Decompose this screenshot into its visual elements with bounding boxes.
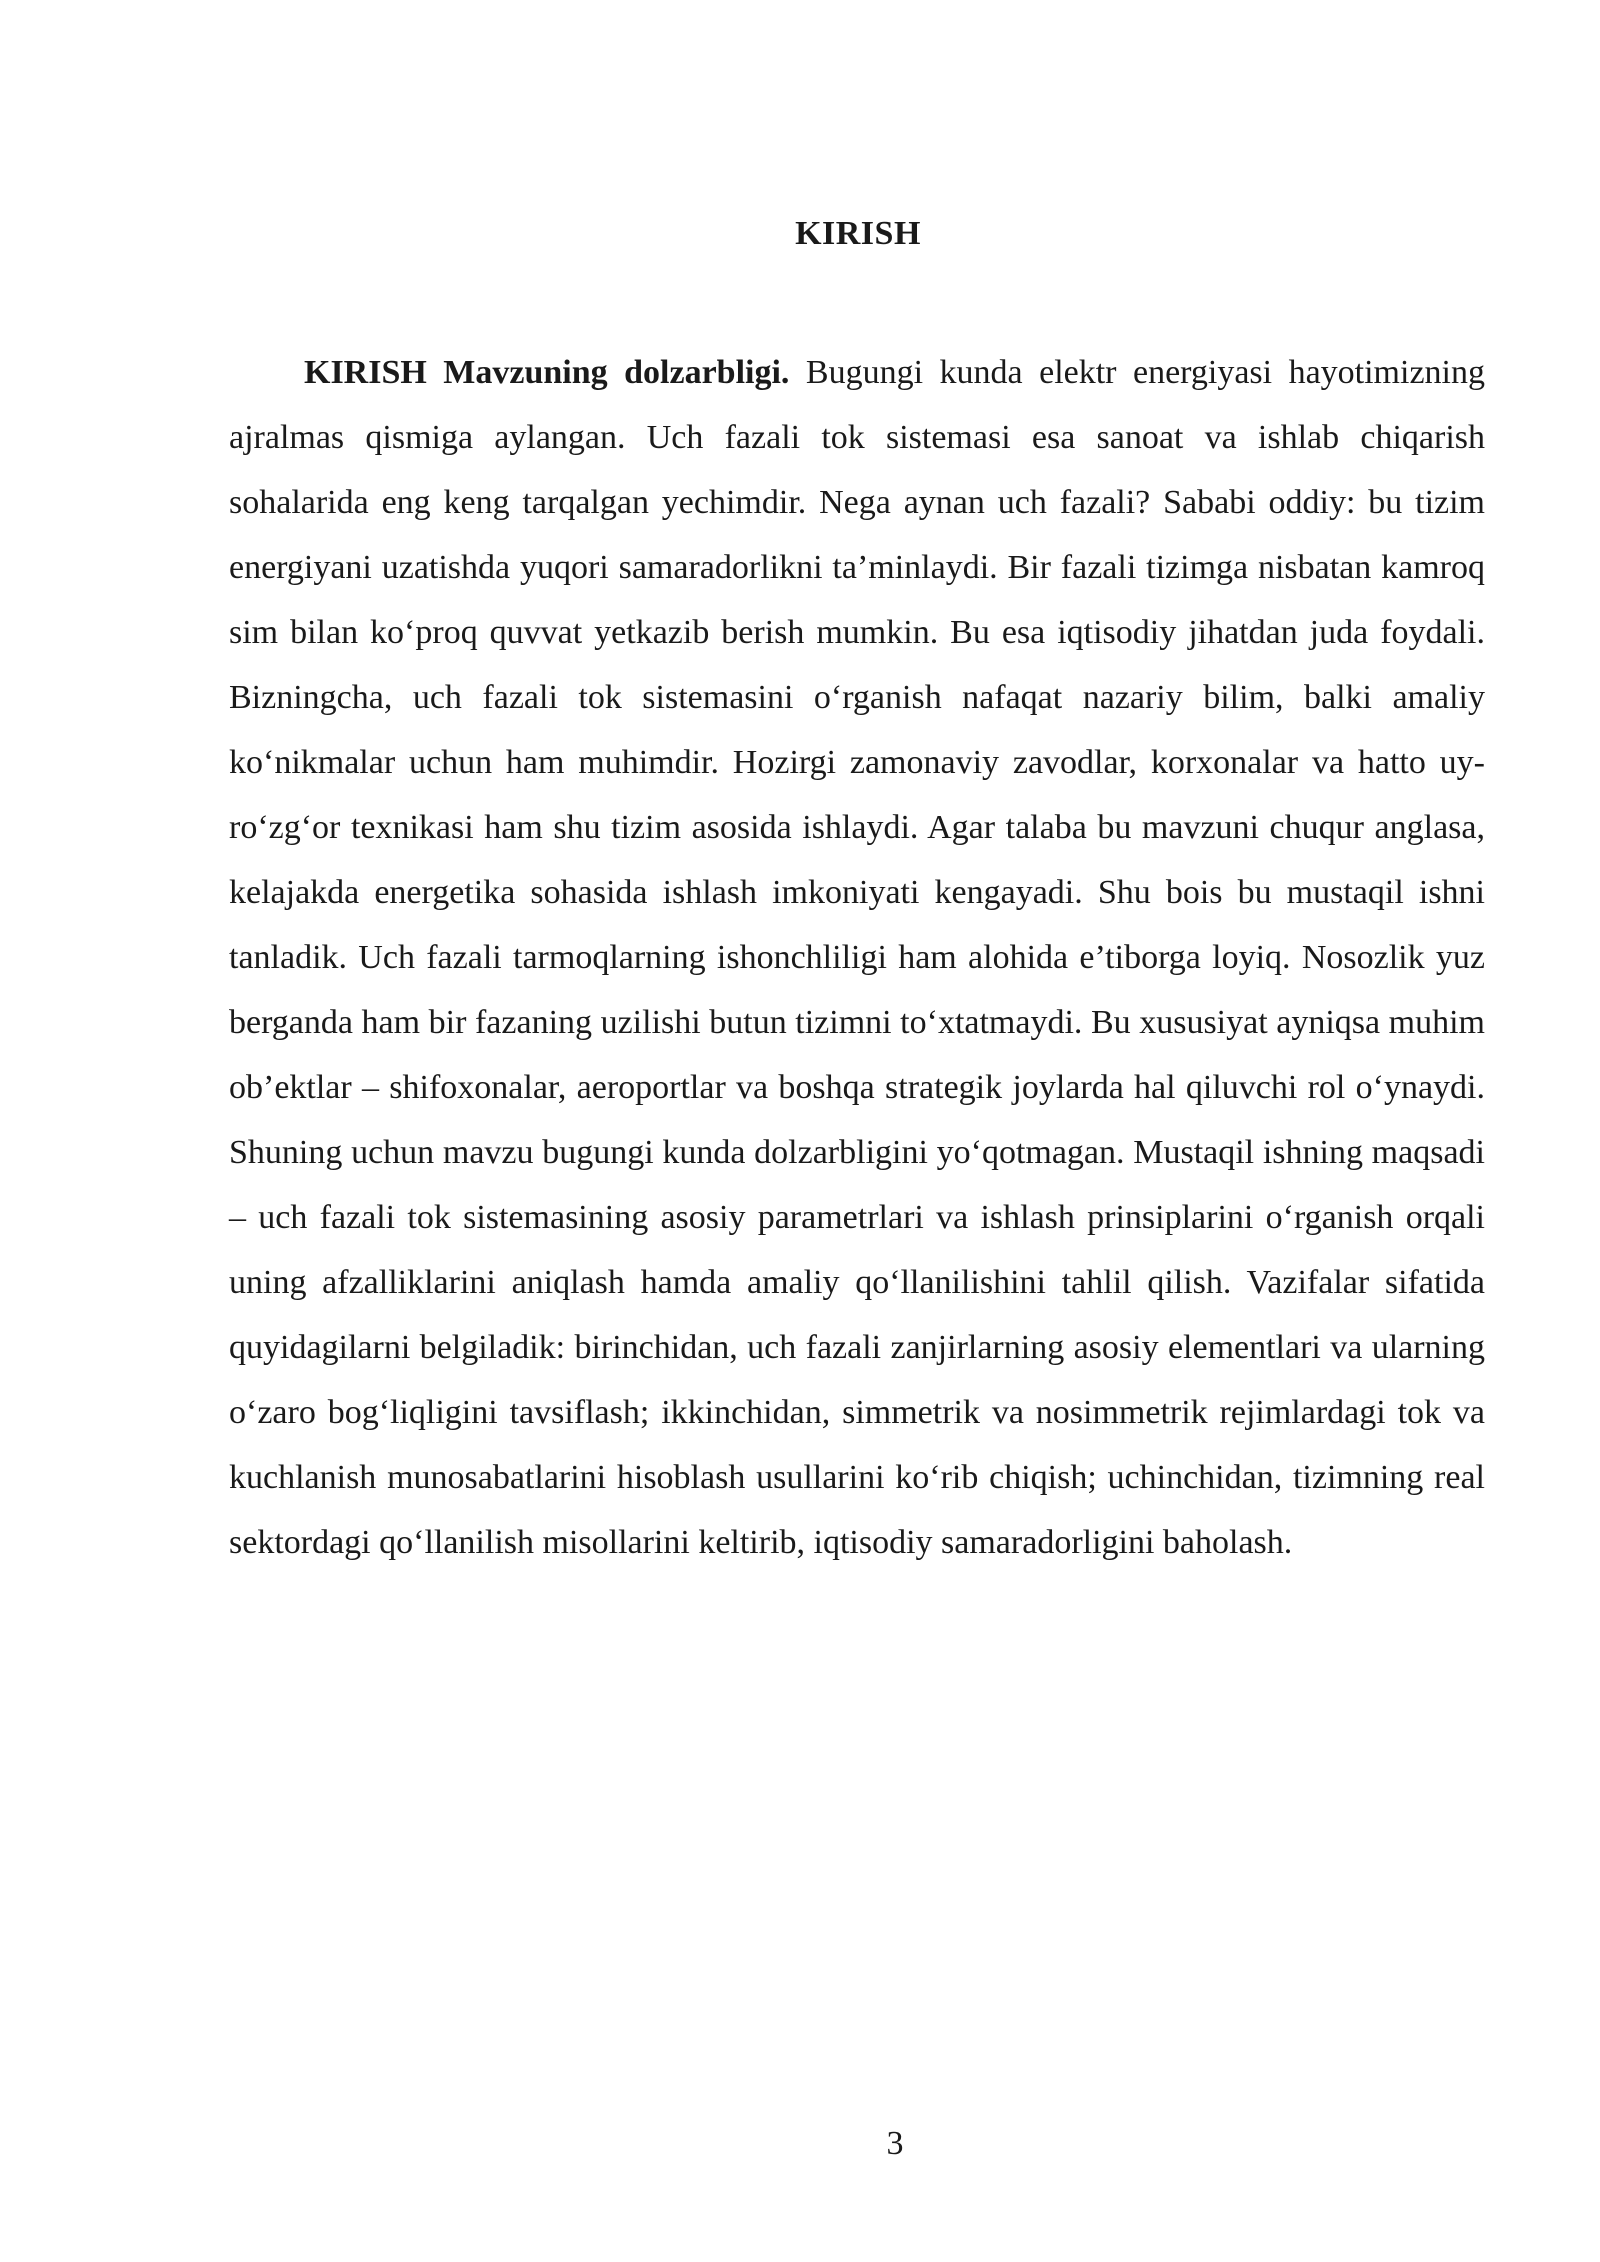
page-number: 3 bbox=[886, 2125, 904, 2162]
intro-paragraph bbox=[229, 340, 1485, 1575]
paragraph-lead: KIRISH Mavzuning dolzarbligi. bbox=[304, 354, 790, 391]
paragraph-body: Bugungi kunda elektr energiyasi hayotimizning ajralmas qismiga aylangan. Uch fazali tok sistemasi esa sanoat va ishlab chiqarish sohalarida eng keng tarqalgan yechimdir. Nega aynan uch fazali? Sababi oddiy: bu tizim energiyani uzatishda yuqori samaradorlikni ta’minlaydi. Bir fazali tizimga nisbatan kamroq sim bilan ko‘proq quvvat yetkazib berish mumkin. Bu esa iqtisodiy jihatdan juda foydali. Bizningcha, uch fazali tok sistemasini o‘rganish nafaqat nazariy bilim, balki amaliy ko‘nikmalar uchun ham muhimdir. Hozirgi zamonaviy zavodlar, korxonalar va hatto uy-ro‘zg‘or texnikasi ham shu tizim asosida ishlaydi. Agar talaba bu mavzuni chuqur anglasa, kelajakda energetika sohasida ishlash imkoniyati kengayadi. Shu bois bu mustaqil ishni tanladik. Uch fazali tarmoqlarning ishonchliligi ham alohida e’tiborga loyiq. Nosozlik yuz berganda ham bir fazaning uzilishi butun tizimni to‘xtatmaydi. Bu xususiyat ayniqsa muhim ob’ektlar – shifoxonalar, aeroportlar va boshqa strategik joylarda hal qiluvchi rol o‘ynaydi. Shuning uchun mavzu bugungi kunda dolzarbligini yo‘qotmagan. Mustaqil ishning maqsadi – uch fazali tok sistemasining asosiy parametrlari va ishlash prinsiplarini o‘rganish orqali uning afzalliklarini aniqlash hamda amaliy qo‘llanilishini tahlil qilish. Vazifalar sifatida quyidagilarni belgiladik: birinchidan, uch fazali zanjirlarning asosiy elementlari va ularning o‘zaro bog‘liqligini tavsiflash; ikkinchidan, simmetrik va nosimmetrik rejimlardagi tok va kuchlanish munosabatlarini hisoblash usullarini ko‘rib chiqish; uchinchidan, tizimning real sektordagi qo‘llanilish misollarini keltirib, iqtisodiy samaradorligini baholash. bbox=[229, 354, 1485, 1561]
section-heading: KIRISH bbox=[795, 215, 921, 252]
